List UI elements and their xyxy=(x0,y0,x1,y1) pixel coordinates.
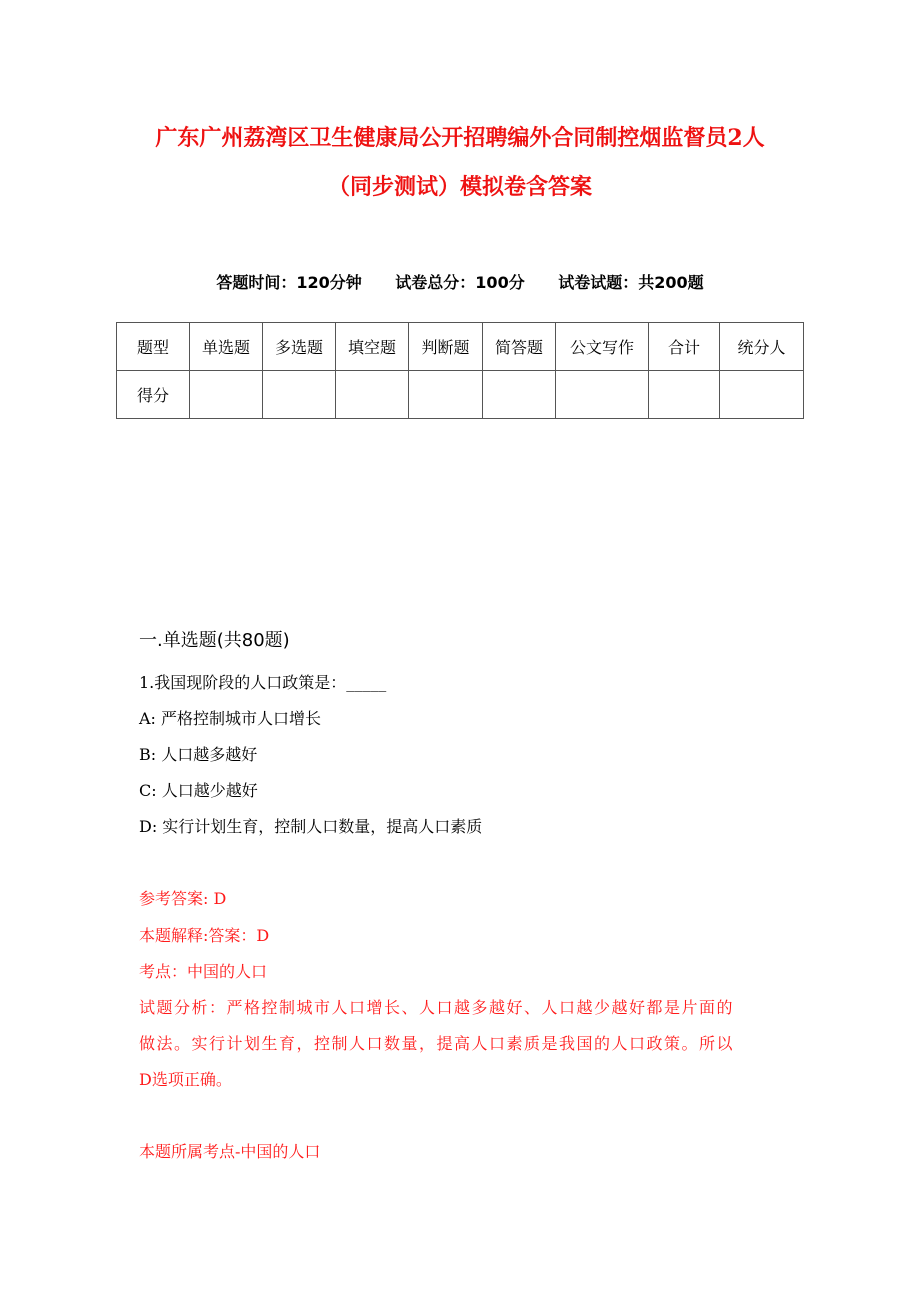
header-cell: 统分人 xyxy=(720,323,804,371)
header-cell: 多选题 xyxy=(263,323,336,371)
score-table xyxy=(116,322,804,419)
option-a: A: 严格控制城市人口增长 xyxy=(139,709,322,728)
topic-tag: 本题所属考点-中国的人口 xyxy=(139,1142,321,1161)
header-cell: 题型 xyxy=(117,323,190,371)
score-cell xyxy=(483,371,556,419)
section-title: 一.单选题(共80题) xyxy=(139,630,290,651)
option-d: D: 实行计划生育，控制人口数量，提高人口素质 xyxy=(139,817,483,836)
score-table-row xyxy=(117,371,804,419)
exam-meta xyxy=(0,270,920,293)
header-cell: 判断题 xyxy=(409,323,483,371)
answer-explanation: 本题解释:答案：D xyxy=(139,926,270,945)
header-cell: 填空题 xyxy=(336,323,409,371)
row-label: 得分 xyxy=(117,371,190,419)
analysis-line: D选项正确。 xyxy=(139,1070,232,1089)
document-title-line-2: （同步测试）模拟卷含答案 xyxy=(327,174,592,200)
score-cell xyxy=(720,371,804,419)
score-cell xyxy=(336,371,409,419)
score-cell xyxy=(263,371,336,419)
analysis-line: 做法。实行计划生育，控制人口数量，提高人口素质是我国的人口政策。所以 xyxy=(139,1034,735,1053)
reference-answer: 参考答案: D xyxy=(139,889,227,908)
header-cell: 合计 xyxy=(649,323,720,371)
exam-question-count: 试卷试题：共200题 xyxy=(558,273,704,292)
exam-total-score: 试卷总分：100分 xyxy=(395,273,525,292)
header-cell: 公文写作 xyxy=(556,323,649,371)
knowledge-point: 考点：中国的人口 xyxy=(139,962,268,981)
exam-time: 答题时间：120分钟 xyxy=(216,273,362,292)
question-stem: 1.我国现阶段的人口政策是：_____ xyxy=(139,673,387,692)
header-cell: 单选题 xyxy=(190,323,263,371)
score-cell xyxy=(409,371,483,419)
score-cell xyxy=(649,371,720,419)
score-table-header-row xyxy=(117,323,804,371)
document-title-line-1: 广东广州荔湾区卫生健康局公开招聘编外合同制控烟监督员2人 xyxy=(155,125,765,151)
option-c: C: 人口越少越好 xyxy=(139,781,258,800)
score-cell xyxy=(190,371,263,419)
option-b: B: 人口越多越好 xyxy=(139,745,258,764)
analysis-line: 试题分析：严格控制城市人口增长、人口越多越好、人口越少越好都是片面的 xyxy=(139,998,735,1017)
header-cell: 简答题 xyxy=(483,323,556,371)
score-cell xyxy=(556,371,649,419)
